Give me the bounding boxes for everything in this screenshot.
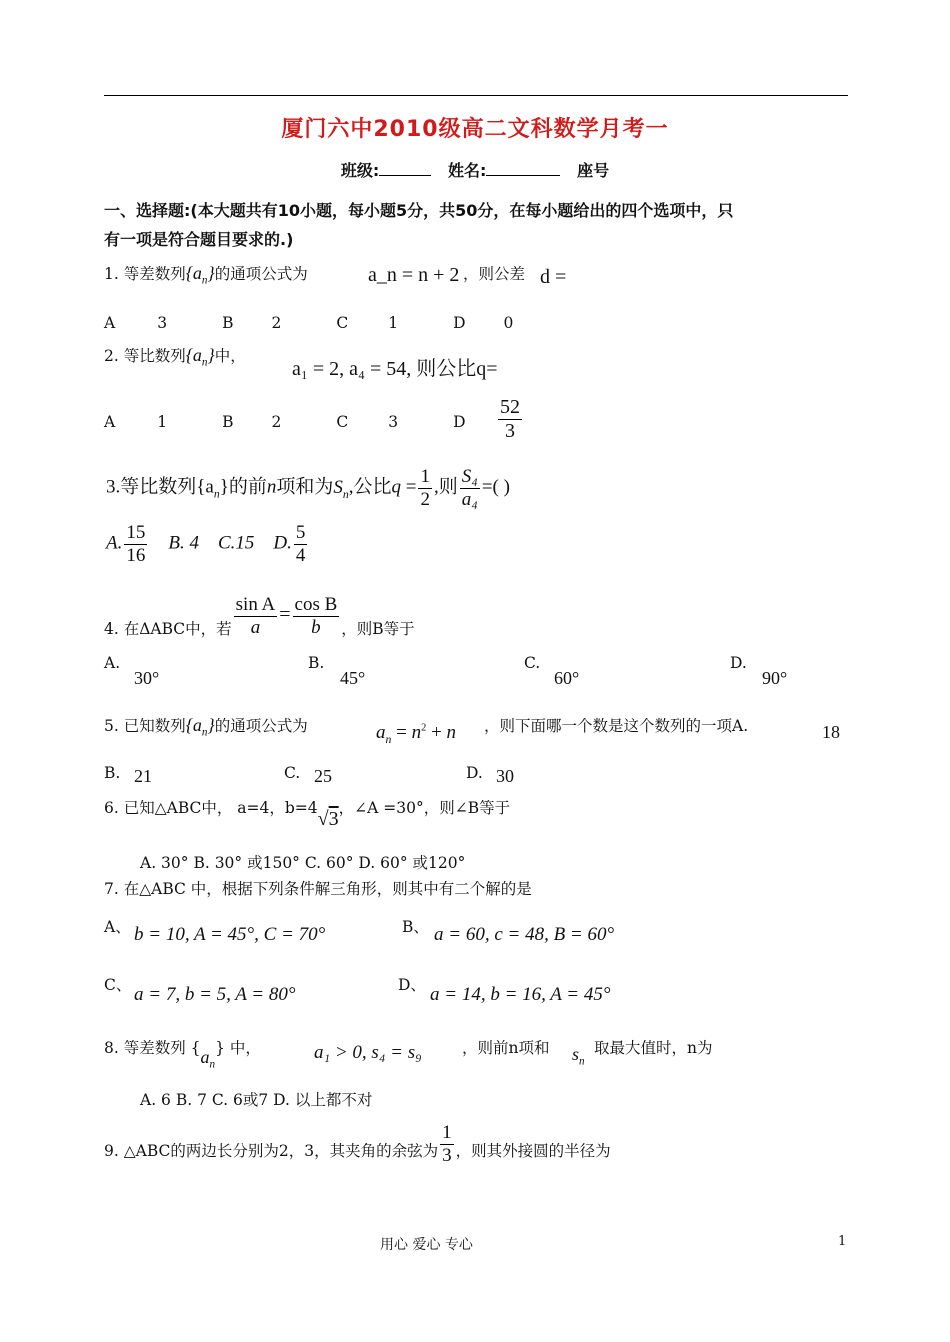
q4-option-b-label: B.: [308, 654, 325, 672]
q2-formula: a₁ = 2, a₄ = 54, 则公比q=: [292, 358, 498, 380]
q4-stem: 4. 在ΔABC中，若 $\frac{\text{sin A}}{a}$ = $\frac{\text{cos B}}{b}$ ，则B等于: [104, 594, 415, 639]
student-info-line: [0, 158, 950, 181]
footer-motto: 用心 爱心 专心: [380, 1237, 473, 1253]
q7-option-d: a = 14, b = 16, A = 45°: [430, 984, 611, 1005]
class-blank: [379, 161, 431, 176]
q6-stem: 6. 已知△ABC中， a=4，b=4√3，∠A =30°，则∠B等于: [104, 799, 511, 830]
q4-option-c-label: C.: [524, 654, 541, 672]
q2-options: A 1 B 2 C 3 D: [104, 413, 466, 431]
q7-option-b-label: B、: [402, 918, 429, 936]
q7-option-c: a = 7, b = 5, A = 80°: [134, 984, 296, 1005]
q5-option-d-label: D.: [466, 764, 483, 782]
q8-stem: 8. 等差数列 $\{a_n\}$ 中，: [104, 1039, 261, 1071]
q8-formula: a₁ > 0, s₄ = s₉: [314, 1042, 422, 1063]
q4-option-c: 60°: [554, 668, 580, 688]
q4-option-b: 45°: [340, 668, 366, 688]
q9-stem: 9. △ABC的两边长分别为2，3，其夹角的余弦为 $\frac{1}{3}$ ，则其外接圆的半径为: [104, 1122, 611, 1166]
q7-option-c-label: C、: [104, 976, 132, 994]
page-number: 1: [838, 1234, 847, 1249]
q2-stem: 2. 等比数列$\{a_n\}$中，: [104, 345, 246, 369]
q2-option-d-fraction: $\frac{52}{3}$: [500, 396, 520, 442]
q8-tail-b: 取最大值时，n为: [594, 1039, 713, 1057]
seat-label: 座号: [577, 161, 610, 180]
q1-tail: ，则公差: [463, 265, 526, 283]
q4-option-a: 30°: [134, 668, 160, 688]
q8-sn: $s_n$: [572, 1044, 585, 1068]
q8-tail-a: ，则前n项和: [462, 1039, 550, 1057]
name-label: 姓名:: [447, 161, 487, 180]
q7-stem: 7. 在△ABC 中，根据下列条件解三角形，则其中有二个解的是: [104, 880, 532, 898]
q5-formula: $a_n = n^2 + n$: [376, 722, 457, 746]
q5-option-b-label: B.: [104, 764, 121, 782]
q4-option-a-label: A.: [104, 654, 121, 672]
q5-option-d: 30: [496, 766, 514, 786]
q7-option-a-label: A、: [104, 918, 131, 936]
q5-option-c-label: C.: [284, 764, 301, 782]
q7-option-a: b = 10, A = 45°, C = 70°: [134, 924, 326, 945]
q3-stem: 3.等比数列$\{a_n\}$的前n项和为$S_n$,公比q = $\frac{1}{2}$ ,则 $\frac{\text{S₄}}{\text{a₄}}$ =( ): [106, 466, 510, 510]
q1-options: A 3 B 2 C 1 D 0: [104, 314, 514, 332]
q5-tail: ，则下面哪一个数是这个数列的一项A.: [484, 717, 749, 735]
q1-var: d =: [540, 266, 567, 288]
q1-stem: 1. 等差数列$\{a_n\}$的通项公式为: [104, 263, 308, 287]
q5-option-c: 25: [314, 766, 332, 786]
page-title: 厦门六中2010级高二文科数学月考一: [281, 117, 669, 142]
q3-options: A. $\frac{15}{16}$ B. 4 C.15 D. $\frac{5}{4}$: [106, 522, 306, 566]
q7-option-b: a = 60, c = 48, B = 60°: [434, 924, 615, 945]
q5-option-a: 18: [822, 722, 840, 742]
q6-options: A. 30° B. 30° 或150° C. 60° D. 60° 或120°: [140, 854, 466, 872]
q4-option-d: 90°: [762, 668, 788, 688]
q5-stem: 5. 已知数列$\{a_n\}$的通项公式为: [104, 715, 308, 739]
q5-option-b: 21: [134, 766, 152, 786]
q8-options: A. 6 B. 7 C. 6或7 D. 以上都不对: [140, 1091, 373, 1109]
q7-option-d-label: D、: [398, 976, 426, 994]
section-heading-line1: 一、选择题:(本大题共有10小题，每小题5分，共50分，在每小题给出的四个选项中，只: [104, 201, 734, 220]
class-label: 班级:: [340, 161, 380, 180]
header-rule: [104, 95, 848, 96]
name-blank: [486, 161, 560, 176]
q4-option-d-label: D.: [730, 654, 747, 672]
q1-formula: a_n = n + 2: [368, 264, 460, 286]
section-heading-line2: 有一项是符合题目要求的.): [104, 230, 294, 249]
